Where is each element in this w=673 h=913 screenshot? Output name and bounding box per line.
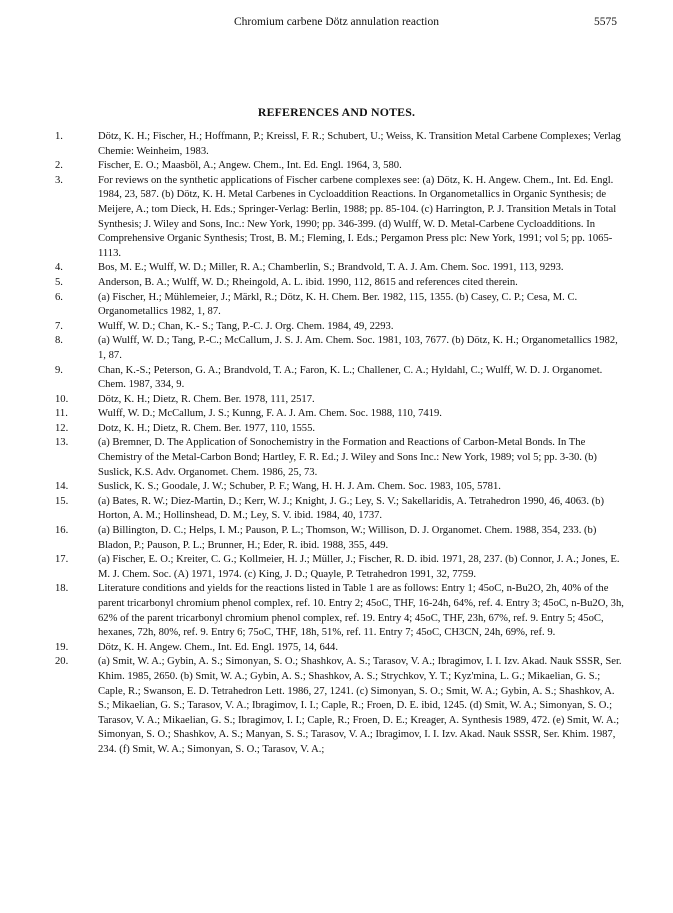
reference-number: 11. (55, 408, 68, 420)
reference-text: Anderson, B. A.; Wulff, W. D.; Rheingold, A. L. ibid. 1990, 112, 8615 and references cited therein. (98, 276, 518, 288)
running-title: Chromium carbene Dötz annulation reaction (233, 16, 439, 28)
reference-list (55, 130, 627, 758)
reference-item (55, 276, 627, 291)
reference-item (55, 159, 627, 174)
reference-text: (a) Bremner, D. The Application of Sonochemistry in the Formation and Reactions of Carbon-Metal Bonds. In The Chemistry of the Metal-Carbon Bond; Hartley, F. R. Ed.; J. Wiley and Sons Inc.: New York, 1989; vol 5; pp. 3-30. (b) Suslick, K.S. Adv. Organomet. Chem. 1986, 25, 73. (98, 437, 597, 478)
reference-text: Dötz, K. H.; Fischer, H.; Hoffmann, P.; Kreissl, F. R.; Schubert, U.; Weiss, K. Transition Metal Carbene Complexes; Verlag Chemie: Weinheim, 1983. (98, 131, 621, 157)
reference-number: 5. (55, 276, 63, 288)
reference-text: (a) Billington, D. C.; Helps, I. M.; Pauson, P. L.; Thomson, W.; Willison, D. J. Organomet. Chem. 1988, 354, 233. (b) Bladon, P.; Pauson, P. L.; Brunner, H.; Eder, R. ibid. 1988, 355, 449. (98, 525, 597, 551)
reference-item (55, 393, 627, 408)
page-number: 5575 (594, 16, 617, 28)
reference-text: Literature conditions and yields for the reactions listed in Table 1 are as follows: Entry 1; 45oC, n-Bu2O, 2h, 40% of the parent tricarbonyl chromium phenol complex, ref. 10. Entry 2; 45oC, THF, 16-24h, 64%, ref. 4. Entry 3; 45oC, n-Bu2O, 3h, 62% of the parent tricarbonyl chromium phenol complex, ref. 19. Entry 4; 45oC, THF, 23h, 67%, ref. 9. Entry 5; 45oC, hexanes, 72h, 80%, ref. 9. Entry 6; 75oC, THF, 18h, 51%, ref. 11. Entry 7; 45oC, CH3CN, 24h, 69%, ref. 9. (98, 583, 624, 639)
reference-item (55, 641, 627, 656)
reference-text: (a) Wulff, W. D.; Tang, P.-C.; McCallum, J. S. J. Am. Chem. Soc. 1981, 103, 7677. (b) Dötz, K. H.; Organometallics 1982, 1, 87. (98, 335, 618, 361)
reference-number: 20. (55, 656, 69, 668)
reference-item (55, 364, 627, 393)
reference-item (55, 320, 627, 335)
reference-text: For reviews on the synthetic applications of Fischer carbene complexes see: (a) Dötz, K. H. Angew. Chem., Int. Ed. Engl. 1984, 23, 587. (b) Dötz, K. H. Metal Carbenes in Cycloaddition Reactions. In Organometallics in Organic Synthesis; de Meijere, A.; tom Dieck, H. Eds.; Springer-Verlag: Berlin, 1988; pp. 85-104. (c) Harrington, P. J. Transition Metals in Total Synthesis; J. Wiley and Sons, Inc.: New York, 1990; pp. 346-399. (d) Wulff, W. D. Metal-Carbene Cycloadditions. In Comprehensive Organic Synthesis; Trost, B. M.; Fleming, I. Eds.; Pergamon Press plc: New York, 1991; vol 5; pp. 1065-1113. (98, 174, 617, 259)
reference-text: Bos, M. E.; Wulff, W. D.; Miller, R. A.; Chamberlin, S.; Brandvold, T. A. J. Am. Chem. Soc. 1991, 113, 9293. (98, 262, 564, 274)
reference-number: 1. (55, 131, 63, 142)
reference-number: 9. (55, 364, 63, 376)
reference-number: 3. (55, 174, 63, 186)
reference-item (55, 436, 627, 480)
page-header (0, 16, 673, 32)
reference-text: Wulff, W. D.; Chan, K.- S.; Tang, P.-C. J. Org. Chem. 1984, 49, 2293. (98, 320, 394, 332)
reference-number: 7. (55, 320, 63, 332)
reference-text: Wulff, W. D.; McCallum, J. S.; Kunng, F. A. J. Am. Chem. Soc. 1988, 110, 7419. (98, 408, 442, 420)
reference-number: 18. (55, 583, 69, 595)
reference-text: Dötz, K. H.; Dietz, R. Chem. Ber. 1978, 111, 2517. (98, 393, 315, 405)
section-title: REFERENCES AND NOTES. (257, 105, 416, 119)
reference-item (55, 261, 627, 276)
reference-number: 17. (55, 554, 69, 566)
reference-item (55, 582, 627, 640)
reference-item (55, 174, 627, 262)
reference-item (55, 655, 627, 757)
reference-text: (a) Fischer, H.; Mühlemeier, J.; Märkl, R.; Dötz, K. H. Chem. Ber. 1982, 115, 1355. (b) Casey, C. P.; Cesa, M. C. Organometallics 1982, 1, 87. (98, 291, 578, 318)
reference-item (55, 130, 627, 159)
reference-number: 16. (55, 525, 69, 537)
reference-text: Dötz, K. H. Angew. Chem., Int. Ed. Engl. 1975, 14, 644. (98, 641, 339, 653)
reference-item (55, 407, 627, 422)
reference-text: Chan, K.-S.; Peterson, G. A.; Brandvold, T. A.; Faron, K. L.; Challener, C. A.; Hyldahl, C.; Wulff, W. D. J. Organomet. Chem. 1987, 334, 9. (98, 364, 603, 391)
reference-item (55, 495, 627, 524)
reference-number: 14. (55, 481, 69, 493)
reference-number: 15. (55, 495, 69, 507)
reference-text: Suslick, K. S.; Goodale, J. W.; Schuber, P. F.; Wang, H. H. J. Am. Chem. Soc. 1983, 105, 5781. (98, 481, 501, 493)
reference-number: 8. (55, 335, 63, 347)
reference-number: 19. (55, 641, 69, 653)
reference-number: 10. (55, 393, 69, 405)
reference-item (55, 334, 627, 363)
reference-item (55, 422, 627, 437)
reference-number: 6. (55, 291, 63, 303)
reference-text: (a) Bates, R. W.; Diez-Martin, D.; Kerr, W. J.; Knight, J. G.; Ley, S. V.; Sakellaridis, A. Tetrahedron 1990, 46, 4063. (b) Horton, A. M.; Hollinshead, D. M.; Ley, S. V. ibid. 1984, 40, 1737. (98, 495, 604, 522)
reference-number: 13. (55, 437, 69, 449)
reference-item (55, 524, 627, 553)
reference-text: (a) Fischer, E. O.; Kreiter, C. G.; Kollmeier, H. J.; Müller, J.; Fischer, R. D. ibid. 1971, 28, 237. (b) Connor, J. A.; Jones, E. M. J. Chem. Soc. (A) 1971, 1974. (c) King, J. D.; Quayle, P. Tetrahedron 1991, 32, 7759. (98, 554, 620, 580)
reference-number: 2. (55, 160, 63, 172)
reference-number: 12. (55, 422, 69, 434)
reference-item (55, 291, 627, 320)
reference-text: Dotz, K. H.; Dietz, R. Chem. Ber. 1977, 110, 1555. (98, 422, 316, 434)
reference-item (55, 553, 627, 582)
reference-number: 4. (55, 262, 63, 274)
reference-text: (a) Smit, W. A.; Gybin, A. S.; Simonyan, S. O.; Shashkov, A. S.; Tarasov, V. A.; Ibragimov, I. I. Izv. Akad. Nauk SSSR, Ser. Khim. 1985, 2650. (b) Smit, W. A.; Gybin, A. S.; Shashkov, A. S.; Strychkov, Y. T.; Kyz'mina, L. G.; Mikaelian, G. S.; Caple, R.; Swanson, E. D. Tetrahedron Lett. 1986, 27, 1241. (c) Simonyan, S. O.; Smit, W. A.; Gybin, A. S.; Shashkov, A. S.; Mikaelian, G. S.; Tarasov, V. A.; Ibragimov, I. I.; Caple, R.; Froen, D. E. ibid, 1245. (d) Smit, W. A.; Simonyan, S. O.; Tarasov, V. A.; Mikaelian, G. S.; Ibragimov, I. I.; Caple, R.; Froen, D. E.; Kreager, A. Synthesis 1989, 472. (e) Smit, W. A.; Simonyan, S. O.; Shashkov, A. S.; Manyan, S. S.; Tarasov, V. A.; Ibragimov, I. I. Izv. Akad. Nauk SSSR, Ser. Khim. 1987, 234. (f) Smit, W. A.; Simonyan, S. O.; Tarasov, V. A.; (98, 656, 622, 755)
reference-item (55, 480, 627, 495)
reference-text: Fischer, E. O.; Maasböl, A.; Angew. Chem., Int. Ed. Engl. 1964, 3, 580. (98, 160, 402, 172)
